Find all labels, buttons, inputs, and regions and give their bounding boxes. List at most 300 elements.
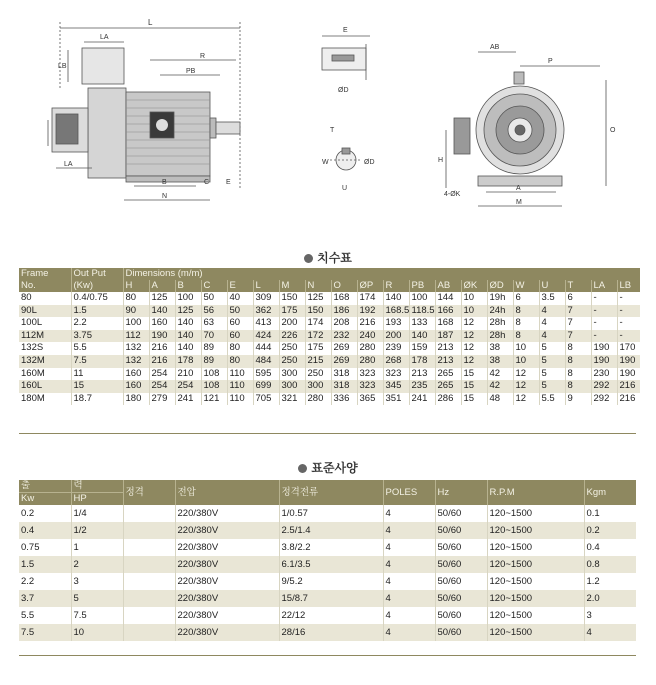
table-row <box>19 317 640 330</box>
table-cell: 120~1500 <box>487 573 584 590</box>
table-cell: 160L <box>19 380 71 393</box>
table-cell: 321 <box>279 393 305 406</box>
label-4K: 4-ØK <box>444 191 461 198</box>
table-cell: - <box>617 317 640 330</box>
table-cell: 0.4 <box>584 539 636 556</box>
table-cell: 351 <box>383 393 409 406</box>
spec-table-title <box>0 459 656 476</box>
dimension-column-header: B <box>175 280 201 292</box>
table-cell: 50/60 <box>435 505 487 522</box>
table-cell: 178 <box>409 355 435 368</box>
table-cell <box>123 573 175 590</box>
table-cell: 0.1 <box>584 505 636 522</box>
table-cell: 56 <box>201 305 227 318</box>
table-cell: 4 <box>383 505 435 522</box>
table-cell: 220/380V <box>175 573 279 590</box>
table-cell: 80 <box>227 342 253 355</box>
table-cell: 190 <box>591 355 617 368</box>
table-cell: 8 <box>565 355 591 368</box>
dimension-column-header: PB <box>409 280 435 292</box>
header-rated-current: 정격전류 <box>279 480 383 505</box>
table-cell: 42 <box>487 380 513 393</box>
table-cell: 42 <box>487 368 513 381</box>
table-cell: 254 <box>175 380 201 393</box>
table-row <box>19 393 640 406</box>
table-cell: 100 <box>409 292 435 305</box>
table-cell: 28h <box>487 317 513 330</box>
table-cell: 190 <box>617 355 640 368</box>
table-cell: 699 <box>253 380 279 393</box>
table-cell: 140 <box>175 342 201 355</box>
table-cell: 2.2 <box>71 317 123 330</box>
table-cell: 220/380V <box>175 556 279 573</box>
table-cell: 0.4 <box>19 522 71 539</box>
dimension-column-header: H <box>123 280 149 292</box>
table-cell: 112M <box>19 330 71 343</box>
table-cell: 140 <box>409 330 435 343</box>
table-cell: 50 <box>227 305 253 318</box>
table-cell: 108 <box>201 380 227 393</box>
table-cell: 269 <box>331 355 357 368</box>
table-cell: 323 <box>357 368 383 381</box>
table-cell <box>123 607 175 624</box>
table-cell: 413 <box>253 317 279 330</box>
table-cell: 190 <box>591 342 617 355</box>
table-cell: 241 <box>175 393 201 406</box>
table-cell: 2 <box>71 556 123 573</box>
table-cell: 90 <box>123 305 149 318</box>
table-cell: 190 <box>149 330 175 343</box>
label-shaft-E: E <box>343 27 348 34</box>
table-cell: 38 <box>487 355 513 368</box>
table-cell: 19h <box>487 292 513 305</box>
table-cell: 28h <box>487 330 513 343</box>
motor-dimension-drawings <box>0 0 656 240</box>
table-cell <box>123 624 175 641</box>
table-cell: 150 <box>305 305 331 318</box>
header-output-kw-label: 출 <box>19 480 71 493</box>
table-cell: 213 <box>435 342 461 355</box>
table-cell: 323 <box>357 380 383 393</box>
table-cell: 323 <box>383 368 409 381</box>
dimension-column-header: L <box>253 280 279 292</box>
table-cell: 210 <box>175 368 201 381</box>
header-hp: HP <box>71 493 123 506</box>
table-cell: 50 <box>201 292 227 305</box>
table-cell: 121 <box>201 393 227 406</box>
table-cell: 1.2 <box>584 573 636 590</box>
table-row <box>19 590 636 607</box>
table-cell: 3.5 <box>539 292 565 305</box>
table-cell: 160 <box>149 317 175 330</box>
label-T: T <box>330 127 335 134</box>
table-cell: 241 <box>409 393 435 406</box>
dimension-column-header: ØK <box>461 280 487 292</box>
table-cell: 4 <box>539 317 565 330</box>
table-cell: 254 <box>149 368 175 381</box>
table-cell: 172 <box>305 330 331 343</box>
header-frame: Frame <box>19 268 71 280</box>
table-cell: 80 <box>227 355 253 368</box>
table-row <box>19 368 640 381</box>
table-cell: 110 <box>227 393 253 406</box>
header-voltage: 전압 <box>175 480 279 505</box>
table-cell: 484 <box>253 355 279 368</box>
table-cell: 8 <box>565 342 591 355</box>
table-cell: 4 <box>539 330 565 343</box>
table-cell: 15 <box>461 393 487 406</box>
shaft-view-drawing <box>322 27 375 192</box>
table-cell: 318 <box>331 380 357 393</box>
dimension-column-header: R <box>383 280 409 292</box>
spec-table-bottom-rule <box>19 655 636 656</box>
table-cell <box>123 539 175 556</box>
table-cell: 268 <box>383 355 409 368</box>
table-cell: 120~1500 <box>487 624 584 641</box>
table-cell: 192 <box>357 305 383 318</box>
table-cell: 216 <box>357 317 383 330</box>
table-row <box>19 342 640 355</box>
table-cell <box>123 590 175 607</box>
table-cell: 125 <box>175 305 201 318</box>
table-cell: 12 <box>461 355 487 368</box>
table-cell: 140 <box>383 292 409 305</box>
table-cell: - <box>617 330 640 343</box>
label-N: N <box>162 193 168 200</box>
front-view-drawing <box>438 44 616 206</box>
table-cell: 193 <box>383 317 409 330</box>
table-cell: 125 <box>305 292 331 305</box>
table-cell: 70 <box>201 330 227 343</box>
table-cell: 168 <box>331 292 357 305</box>
table-cell: 10 <box>513 355 539 368</box>
table-cell: 235 <box>409 380 435 393</box>
table-cell: 0.2 <box>584 522 636 539</box>
table-cell: 0.4/0.75 <box>71 292 123 305</box>
dimension-column-header: C <box>201 280 227 292</box>
dimension-column-header: LB <box>617 280 640 292</box>
table-cell: 309 <box>253 292 279 305</box>
table-cell: 40 <box>227 292 253 305</box>
table-cell: 424 <box>253 330 279 343</box>
table-cell: - <box>617 292 640 305</box>
table-cell: 187 <box>435 330 461 343</box>
table-cell: 18.7 <box>71 393 123 406</box>
table-cell: 90L <box>19 305 71 318</box>
spec-title-text: 표준사양 <box>311 461 358 475</box>
table-cell: 108 <box>201 368 227 381</box>
table-cell: 100 <box>123 317 149 330</box>
table-cell: 60 <box>227 330 253 343</box>
table-cell: 7.5 <box>71 355 123 368</box>
table-cell: 232 <box>331 330 357 343</box>
table-cell: 1.5 <box>19 556 71 573</box>
table-cell: 174 <box>357 292 383 305</box>
table-cell: 292 <box>591 380 617 393</box>
table-cell: 28/16 <box>279 624 383 641</box>
table-row <box>19 380 640 393</box>
table-cell: 10 <box>513 342 539 355</box>
label-shaft-D: ØD <box>338 87 349 94</box>
table-cell: 300 <box>305 380 331 393</box>
dimension-column-header: M <box>279 280 305 292</box>
table-cell: 120~1500 <box>487 505 584 522</box>
table-cell: 3.75 <box>71 330 123 343</box>
table-cell: 11 <box>71 368 123 381</box>
table-cell: 132S <box>21 342 44 354</box>
table-cell: 50/60 <box>435 539 487 556</box>
table-row <box>19 330 640 343</box>
table-cell: 186 <box>331 305 357 318</box>
table-cell: 0.2 <box>21 508 35 519</box>
table-cell: 150 <box>279 292 305 305</box>
table-cell: 213 <box>435 355 461 368</box>
label-A: A <box>516 185 521 192</box>
spec-header-row-1 <box>19 480 636 493</box>
table-cell: 220/380V <box>175 539 279 556</box>
table-cell: 3.7 <box>19 590 71 607</box>
table-row <box>19 539 636 556</box>
table-cell: 100 <box>175 292 201 305</box>
dimension-column-header: T <box>565 280 591 292</box>
table-cell: 220/380V <box>175 590 279 607</box>
dimension-column-header: O <box>331 280 357 292</box>
table-row <box>19 573 636 590</box>
header-output-hp-label: 력 <box>71 480 123 493</box>
table-cell: 5.5 <box>539 393 565 406</box>
table-cell: 175 <box>279 305 305 318</box>
label-O: O <box>610 127 616 134</box>
table-cell: 8 <box>565 380 591 393</box>
table-cell: 216 <box>149 355 175 368</box>
table-cell: 5 <box>539 380 565 393</box>
table-cell: - <box>591 330 617 343</box>
table-cell: 50/60 <box>435 522 487 539</box>
label-C: C <box>204 179 210 186</box>
table-cell: 2.2 <box>21 576 35 587</box>
table-cell: 4 <box>383 556 435 573</box>
label-PB: PB <box>186 68 196 75</box>
label-B: B <box>162 179 167 186</box>
table-cell: 8 <box>513 305 539 318</box>
table-cell: 365 <box>357 393 383 406</box>
table-cell: 705 <box>253 393 279 406</box>
table-cell: 12 <box>461 317 487 330</box>
label-L: L <box>148 18 153 27</box>
header-hz: Hz <box>435 480 487 505</box>
table-cell: 280 <box>305 393 331 406</box>
table-cell: 110 <box>227 368 253 381</box>
table-cell: 63 <box>201 317 227 330</box>
dimension-column-header: ØD <box>487 280 513 292</box>
label-M: M <box>516 199 522 206</box>
table-cell: 7 <box>565 317 591 330</box>
table-cell: 265 <box>435 368 461 381</box>
table-cell: 250 <box>279 342 305 355</box>
table-cell: 133 <box>409 317 435 330</box>
table-cell: 250 <box>279 355 305 368</box>
dimension-column-header: AB <box>435 280 461 292</box>
header-dimensions: Dimensions (m/m) <box>123 268 640 280</box>
table-cell: 595 <box>253 368 279 381</box>
table-cell: 280 <box>357 342 383 355</box>
table-cell: 15/8.7 <box>279 590 383 607</box>
table-cell: - <box>591 317 617 330</box>
table-cell: 15 <box>461 368 487 381</box>
header-poles: POLES <box>383 480 435 505</box>
label-H: H <box>438 157 444 164</box>
table-cell: 0.75 <box>21 542 40 553</box>
header-output: Out Put <box>71 268 123 280</box>
dimension-column-header: E <box>227 280 253 292</box>
table-cell: 89 <box>201 342 227 355</box>
dimension-title-text: 치수표 <box>317 251 352 265</box>
table-cell: 140 <box>175 317 201 330</box>
table-cell <box>123 522 175 539</box>
table-row <box>19 355 640 368</box>
table-cell: 8 <box>513 317 539 330</box>
label-LB: LB <box>58 63 67 70</box>
table-cell: 1 <box>71 539 123 556</box>
table-cell: 132 <box>123 355 149 368</box>
table-cell: 7 <box>565 330 591 343</box>
table-cell: 120~1500 <box>487 556 584 573</box>
table-cell: 216 <box>617 393 640 406</box>
table-cell: 4 <box>383 522 435 539</box>
table-cell: 4 <box>383 607 435 624</box>
table-cell: 166 <box>435 305 461 318</box>
table-cell: 9/5.2 <box>279 573 383 590</box>
table-cell: 216 <box>617 380 640 393</box>
table-cell: 159 <box>409 342 435 355</box>
dimension-column-header: LA <box>591 280 617 292</box>
table-cell: 286 <box>435 393 461 406</box>
table-cell: 220/380V <box>175 522 279 539</box>
table-cell: 24h <box>487 305 513 318</box>
table-cell: 80 <box>123 292 149 305</box>
table-cell: 10 <box>461 305 487 318</box>
table-cell: 22/12 <box>279 607 383 624</box>
table-cell: 174 <box>305 317 331 330</box>
table-cell: 4 <box>383 624 435 641</box>
label-W: W <box>322 159 329 166</box>
table-cell: 175 <box>305 342 331 355</box>
table-row <box>19 522 636 539</box>
table-cell: 160 <box>123 380 149 393</box>
table-cell: 269 <box>331 342 357 355</box>
dimension-column-header: U <box>539 280 565 292</box>
table-cell: 120~1500 <box>487 590 584 607</box>
table-cell: 220/380V <box>175 624 279 641</box>
table-cell: 170 <box>617 342 640 355</box>
table-cell: 336 <box>331 393 357 406</box>
table-cell: 5.5 <box>21 610 35 621</box>
table-cell: 5.5 <box>71 342 123 355</box>
table-cell: 50/60 <box>435 590 487 607</box>
table-cell: 132M <box>19 355 71 368</box>
dimension-column-header: N <box>305 280 331 292</box>
table-cell: 168 <box>435 317 461 330</box>
table-cell: 5 <box>539 368 565 381</box>
table-cell: 2.5/1.4 <box>279 522 383 539</box>
table-cell: 4 <box>539 305 565 318</box>
table-cell: 318 <box>331 368 357 381</box>
table-cell: 60 <box>227 317 253 330</box>
header-rated: 정격 <box>123 480 175 505</box>
table-cell: 1.5 <box>71 305 123 318</box>
table-cell: 50/60 <box>435 556 487 573</box>
table-cell: 12 <box>513 380 539 393</box>
table-cell: 6 <box>565 292 591 305</box>
table-cell: 220/380V <box>175 505 279 522</box>
table-cell: 230 <box>591 368 617 381</box>
table-cell: 7.5 <box>19 624 71 641</box>
table-cell: 300 <box>279 380 305 393</box>
table-cell: 80 <box>21 292 32 303</box>
table-row <box>19 624 636 641</box>
table-cell: 190 <box>617 368 640 381</box>
table-cell: - <box>591 292 617 305</box>
table-cell: 226 <box>279 330 305 343</box>
table-row <box>19 505 636 522</box>
table-cell: 7.5 <box>71 607 123 624</box>
dimension-table-title <box>0 249 656 266</box>
header-kw: Kw <box>19 493 71 506</box>
table-cell: 8 <box>565 368 591 381</box>
table-cell: 15 <box>71 380 123 393</box>
table-row <box>19 292 640 305</box>
dimension-table <box>19 268 640 405</box>
table-cell: 5 <box>71 590 123 607</box>
table-cell: 5 <box>539 355 565 368</box>
table-cell: 3 <box>71 573 123 590</box>
table-cell: 8 <box>513 330 539 343</box>
dimension-header-row-1 <box>19 268 640 280</box>
table-cell: 3.8/2.2 <box>279 539 383 556</box>
table-cell: 132 <box>123 342 149 355</box>
table-cell: 110 <box>227 380 253 393</box>
table-cell: 178 <box>175 355 201 368</box>
table-cell: 444 <box>253 342 279 355</box>
label-AB: AB <box>490 44 500 51</box>
table-cell: 10 <box>461 292 487 305</box>
table-cell: 240 <box>357 330 383 343</box>
table-cell: 5 <box>539 342 565 355</box>
table-cell: 144 <box>435 292 461 305</box>
table-cell: 120~1500 <box>487 539 584 556</box>
dimension-table-bottom-rule <box>19 433 636 434</box>
table-cell: 220/380V <box>175 607 279 624</box>
dimension-column-header: ØP <box>357 280 383 292</box>
table-row <box>19 305 640 318</box>
table-cell: 12 <box>513 368 539 381</box>
table-cell <box>123 556 175 573</box>
table-cell: 15 <box>461 380 487 393</box>
table-cell: 120~1500 <box>487 607 584 624</box>
table-cell: 120~1500 <box>487 522 584 539</box>
table-row <box>19 556 636 573</box>
table-cell: 4 <box>584 624 636 641</box>
table-cell: - <box>617 305 640 318</box>
label-U: U <box>342 185 348 192</box>
bullet-icon <box>304 254 313 263</box>
label-E: E <box>226 179 231 186</box>
table-cell: 6 <box>513 292 539 305</box>
table-cell: 180 <box>123 393 149 406</box>
table-cell: 265 <box>435 380 461 393</box>
table-cell: 89 <box>201 355 227 368</box>
table-cell: 208 <box>331 317 357 330</box>
